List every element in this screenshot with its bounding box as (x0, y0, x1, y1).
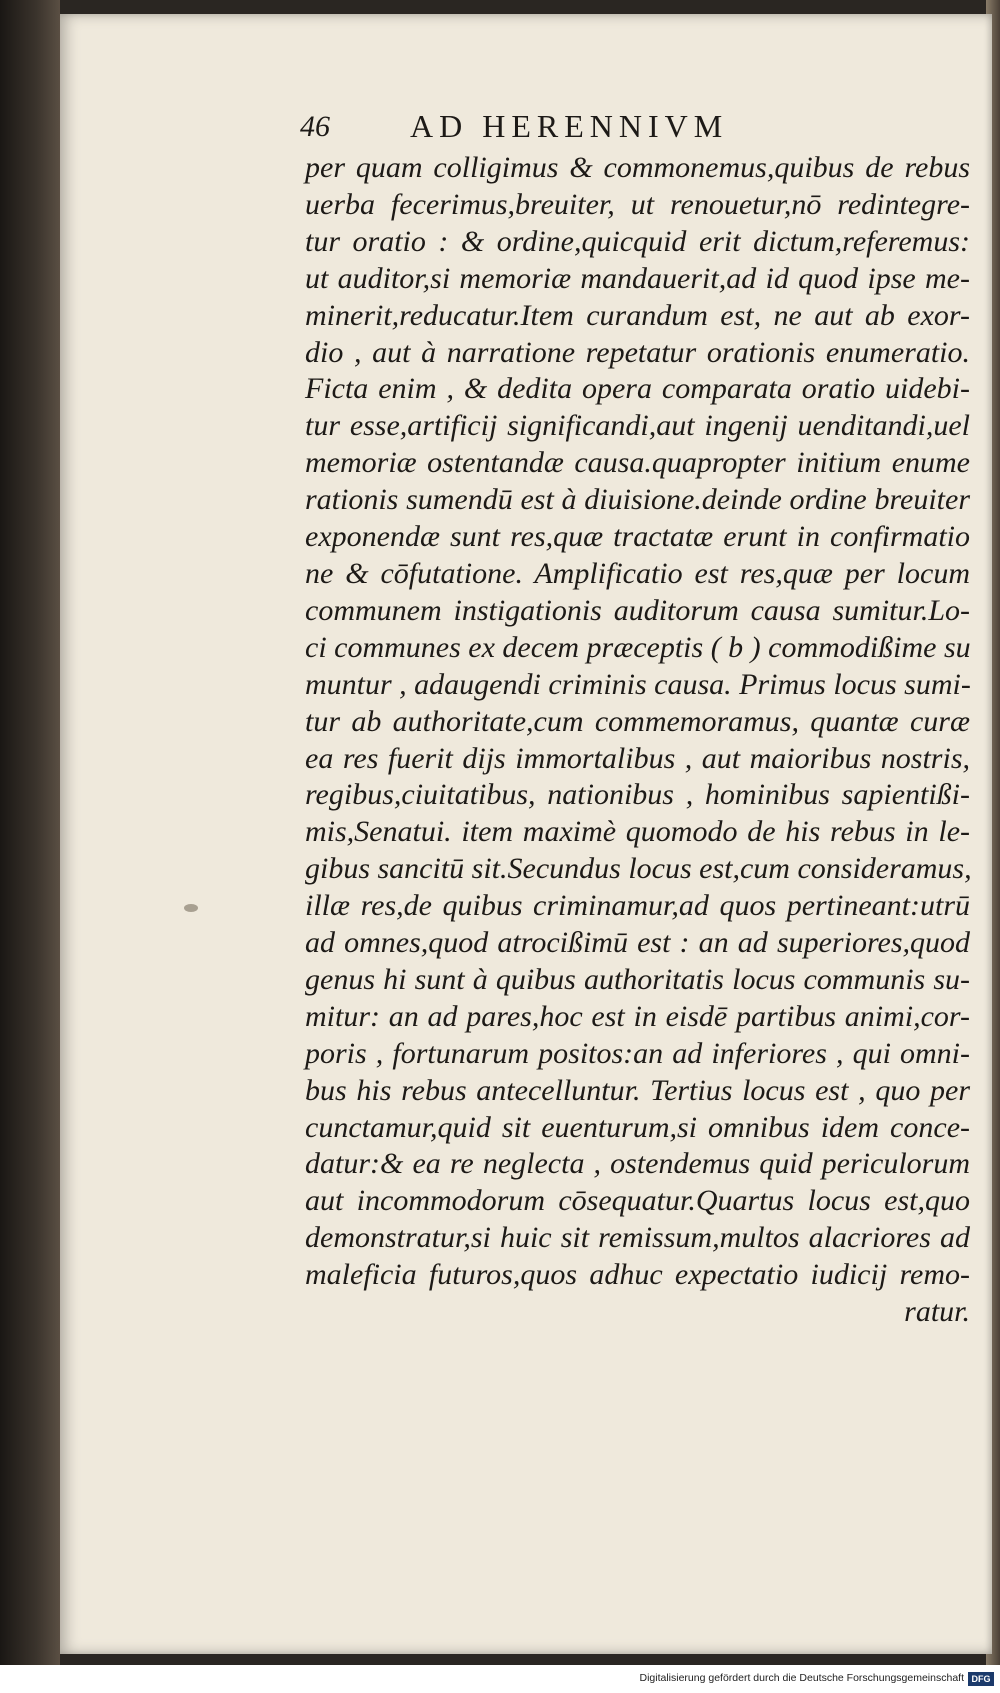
text-line: datur:& ea re neglecta , ostendemus quid periculorum (305, 1147, 970, 1181)
text-line: memoriæ ostentandæ causa.quapropter initium enume (305, 446, 970, 480)
text-line: bus his rebus antecelluntur. Tertius locus est , quo per (305, 1073, 970, 1107)
page-number: 46 (300, 110, 330, 143)
text-line: aut incommodorum cōsequatur.Quartus locus est,quo (305, 1184, 970, 1218)
text-line: uerba fecerimus,breuiter, ut renouetur,nō redintegre- (305, 187, 970, 221)
text-line: muntur , adaugendi criminis causa. Primus locus sumi- (305, 667, 971, 701)
text-line: ut auditor,si memoriæ mandauerit,ad id quod ipse me- (305, 261, 970, 295)
text-line: genus hi sunt à quibus authoritatis locus communis su- (305, 962, 970, 996)
text-line: tur ab authoritate,cum commemoramus, quantæ curæ (305, 704, 970, 738)
dfg-logo: DFG (968, 1672, 994, 1686)
body-text (305, 150, 970, 1331)
text-line: gibus sancitū sit.Secundus locus est,cum consideramus, (305, 852, 972, 886)
text-line: mitur: an ad pares,hoc est in eisdē partibus animi,cor- (305, 999, 970, 1033)
ink-smudge (184, 904, 198, 912)
text-line: tur esse,artificij significandi,aut ingenij uenditandi,uel (305, 409, 970, 443)
text-line-catchword: ratur. (904, 1295, 970, 1329)
text-line: illæ res,de quibus criminamur,ad quos pertineant:utrū (305, 889, 970, 923)
funding-credit: Digitalisierung gefördert durch die Deutsche Forschungsgemeinschaft (639, 1672, 964, 1684)
text-line: poris , fortunarum positos:an ad inferiores , qui omni- (305, 1036, 970, 1070)
text-line: ne & cōfutatione. Amplificatio est res,quæ per locum (305, 556, 970, 590)
text-line: regibus,ciuitatibus, nationibus , hominibus sapientißi- (305, 778, 970, 812)
book-spine (0, 0, 60, 1665)
text-line: maleficia futuros,quos adhuc expectatio iudicij remo- (305, 1258, 970, 1292)
text-line: ad omnes,quod atrocißimū est : an ad superiores,quod (305, 926, 970, 960)
text-line: communem instigationis auditorum causa sumitur.Lo- (305, 593, 970, 627)
page-header (300, 108, 830, 148)
text-line: rationis sumendū est à diuisione.deinde ordine breuiter (305, 483, 970, 517)
text-line: minerit,reducatur.Item curandum est, ne aut ab exor- (305, 298, 970, 332)
text-line: demonstratur,si huic sit remissum,multos alacriores ad (305, 1221, 970, 1255)
text-line: per quam colligimus & commonemus,quibus de rebus (305, 151, 970, 184)
text-line: exponendæ sunt res,quæ tractatæ erunt in confirmatio (305, 520, 970, 554)
text-line: Ficta enim , & dedita opera comparata oratio uidebi- (305, 372, 970, 406)
text-line: ci communes ex decem præceptis ( b ) commodißime su (305, 630, 971, 664)
text-line: tur oratio : & ordine,quicquid erit dictum,referemus: (305, 224, 970, 258)
footer-bar (0, 1665, 1000, 1693)
running-head: AD HERENNIVM (410, 108, 729, 144)
text-line: cunctamur,quid sit euenturum,si omnibus idem conce- (305, 1110, 970, 1144)
text-line: dio , aut à narratione repetatur orationis enumeratio. (305, 335, 970, 369)
text-line: mis,Senatui. item maximè quomodo de his rebus in le- (305, 815, 970, 849)
text-line: ea res fuerit dijs immortalibus , aut maioribus nostris, (305, 741, 970, 775)
